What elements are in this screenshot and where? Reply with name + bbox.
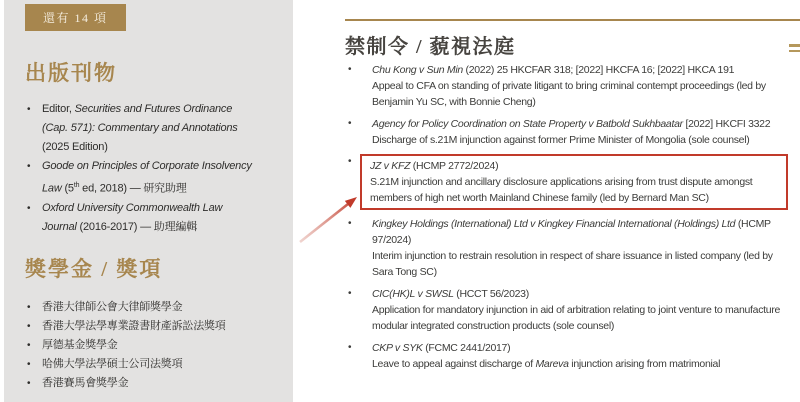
case-item [345,116,788,148]
case-body [372,216,788,280]
menu-bar [789,50,800,53]
case-item [345,154,788,210]
text-segment: (5 [61,182,74,195]
award-item [25,298,253,317]
bullet-icon: • [27,202,31,214]
bullet-icon: • [27,161,31,172]
case-name: Kingkey Holdings (International) Ltd v Kingkey Financial International (Holdings) Ltd [372,218,736,230]
case-citation: (HCMP 2772/2024) [410,160,499,172]
case-citation: (FCMC 2441/2017) [422,342,511,354]
sidebar [4,0,293,402]
case-body-highlighted [360,154,788,210]
bullet-icon: • [348,342,352,353]
award-item [25,355,253,374]
expand-lines-icon[interactable] [789,44,800,55]
case-description [370,174,778,206]
case-citation: (HCMP 97/2024) [372,218,771,246]
text-segment: (2025 Edition) [42,141,108,153]
bullet-icon: • [348,156,352,167]
case-item [345,286,788,334]
bullet-icon: • [348,64,352,75]
case-title [372,216,788,248]
text-segment: Goode on Principles of Corporate Insolvency Law [42,160,252,195]
case-title [370,158,778,174]
text-segment: Appeal to CFA on standing of private litigant to bring criminal contempt proceedings (led by Benjamin Yu SC, with Bonnie Cheng) [372,80,766,108]
award-item [25,336,253,355]
more-items-button[interactable]: 還有 14 項 [25,4,126,31]
publications-list [25,100,253,237]
text-segment: S.21M injunction and ancillary disclosure applications arising from trust dispute amongst members of high net worth Mainland Chinese family (led by Bernard Man SC) [370,176,753,204]
case-item [345,62,788,110]
section-divider [345,19,800,21]
case-title [372,116,788,132]
bullet-icon: • [27,320,31,332]
case-title [372,62,788,78]
case-description [372,248,788,280]
text-segment: injunction arising from matrimonial [568,358,721,370]
case-title [372,286,788,302]
case-description [372,302,788,334]
case-description [372,78,788,110]
awards-list [25,298,253,393]
publication-item [25,100,253,157]
award-label: 香港大學法學專業證書財產訴訟法獎項 [42,319,226,332]
case-body [372,116,788,148]
bullet-icon: • [27,339,31,351]
text-segment: Oxford University Commonwealth Law Journal [42,201,223,233]
case-body [372,62,788,110]
bullet-icon: • [348,218,352,229]
case-body [372,340,788,372]
text-segment: Editor, [42,103,75,115]
menu-bar [789,44,800,47]
award-label: 香港大律師公會大律師獎學金 [42,300,183,313]
case-description [372,132,788,148]
publications-heading: 出版刊物 [25,61,117,85]
case-item [345,340,788,372]
case-item [345,216,788,280]
award-item [25,374,253,393]
main-content [345,0,800,402]
bullet-icon: • [27,358,31,370]
publication-item [25,199,253,237]
bullet-icon: • [27,104,31,115]
case-citation: (HCCT 56/2023) [453,288,529,300]
text-segment: (2016-2017) — 助理編輯 [76,220,197,233]
text-segment: Securities and Futures Ordinance (Cap. 571): Commentary and Annotations [42,103,238,134]
bullet-icon: • [27,301,31,313]
text-segment: Interim injunction to restrain resolution in respect of share issuance in listed company (led by Sara Tong SC) [372,250,773,278]
awards-heading: 獎學金 / 獎項 [25,256,163,281]
award-label: 香港賽馬會獎學金 [42,376,129,389]
case-citation: [2022] HKCFI 3322 [682,118,771,130]
case-body [372,286,788,334]
text-segment: Discharge of s.21M injunction against former Prime Minister of Mongolia (sole counsel) [372,134,750,146]
bullet-icon: • [348,288,352,299]
text-segment: Application for mandatory injunction in aid of arbitration relating to joint venture to manufacture modular integrated construction products (sole counsel) [372,304,781,332]
case-name: Chu Kong v Sun Min [372,64,463,76]
case-name: JZ v KFZ [370,160,411,172]
case-name: CKP v SYK [372,342,423,354]
publication-item [25,157,253,199]
case-name: CIC(HK)L v SWSL [372,288,454,300]
case-list [345,62,800,372]
award-label: 厚德基金獎學金 [42,338,118,351]
award-label: 哈佛大學法學碩士公司法獎項 [42,357,183,370]
case-citation: (2022) 25 HKCFAR 318; [2022] HKCFA 16; [2022] HKCA 191 [462,64,735,76]
award-item [25,317,253,336]
text-segment: Leave to appeal against discharge of [372,358,536,370]
case-name: Agency for Policy Coordination on State Property v Batbold Sukhbaatar [372,118,683,130]
bullet-icon: • [27,377,31,389]
case-title [372,340,788,356]
bullet-icon: • [348,118,352,129]
section-heading: 禁制令 / 藐視法庭 [345,36,516,58]
text-segment: Mareva [535,358,569,370]
text-segment: th [73,182,80,189]
case-description [372,356,788,372]
text-segment: ed, 2018) — 研究助理 [79,182,187,195]
